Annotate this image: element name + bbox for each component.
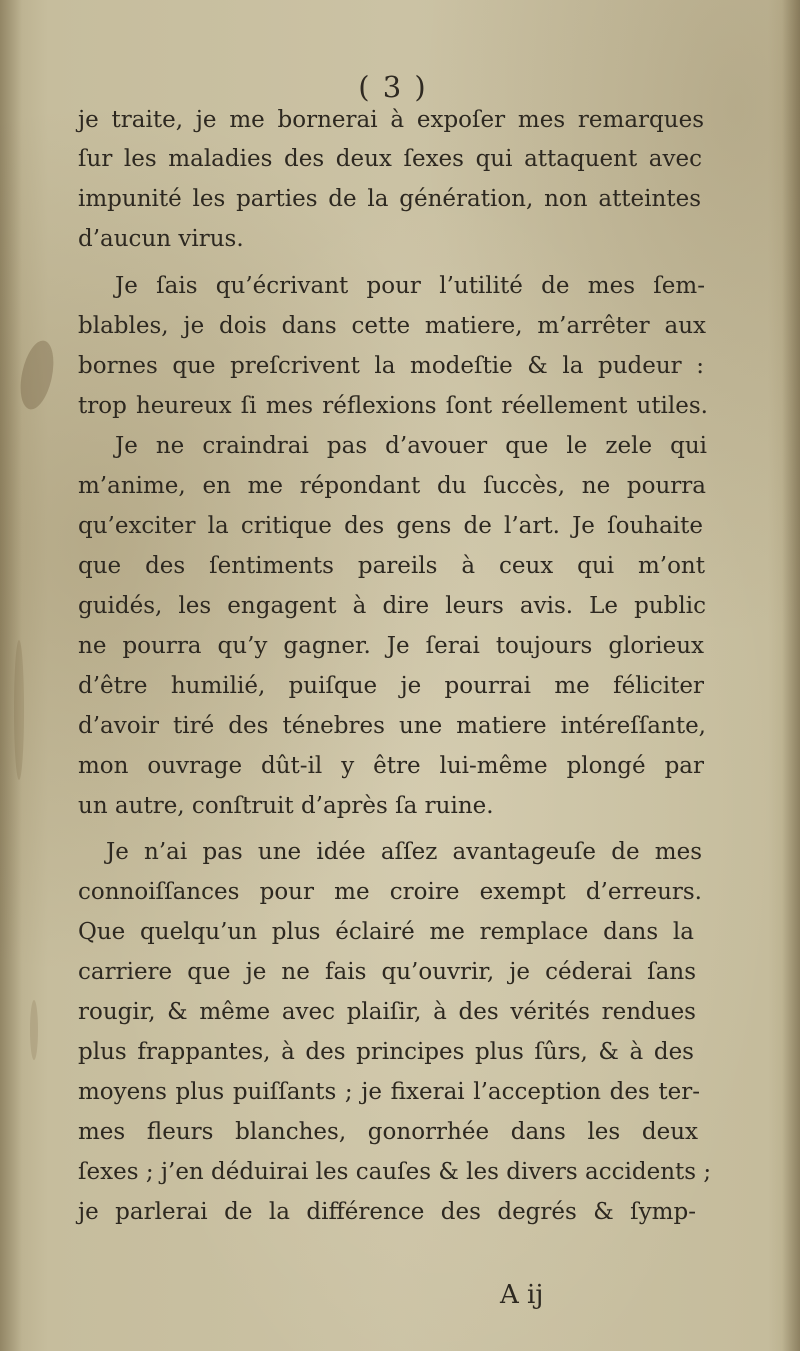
- text-line: ſur les maladies des deux ſexes qui attaquent avec: [78, 146, 702, 172]
- text-line: bornes que preſcrivent la modeſtie & la pudeur :: [78, 353, 704, 379]
- text-line: trop heureux ſi mes réflexions ſont réellement utiles.: [78, 393, 708, 419]
- text-line: plus frappantes, à des principes plus ſûrs, & à des: [78, 1039, 694, 1065]
- text-line: ſexes ; j’en déduirai les cauſes & les divers accidents ;: [78, 1159, 712, 1185]
- page-number: ( 3 ): [358, 70, 428, 104]
- text-line: rougir, & même avec plaiſir, à des vérités rendues: [78, 999, 696, 1025]
- text-line: carriere que je ne fais qu’ouvrir, je céderai ſans: [78, 959, 696, 985]
- text-line: que des ſentiments pareils à ceux qui m’ont: [78, 553, 705, 579]
- text-line: mon ouvrage dût-il y être lui-même plongé par: [78, 753, 704, 779]
- paper-stain: [14, 640, 24, 780]
- text-line: un autre, conſtruit d’après ſa ruine.: [78, 793, 494, 819]
- page-edge-shadow-right: [782, 0, 800, 1351]
- text-line: moyens plus puiſſants ; je fixerai l’acception des ter-: [78, 1079, 700, 1105]
- text-line: je parlerai de la différence des degrés & ſymp-: [78, 1199, 696, 1225]
- paper-stain: [30, 1000, 38, 1060]
- text-line: ne pourra qu’y gagner. Je ſerai toujours glorieux: [78, 633, 704, 659]
- text-line: m’anime, en me répondant du ſuccès, ne pourra: [78, 473, 706, 499]
- text-line: Je ſais qu’écrivant pour l’utilité de mes ſem-: [115, 273, 705, 299]
- text-line: d’avoir tiré des ténebres une matiere intéreſſante,: [78, 713, 706, 739]
- text-line: mes fleurs blanches, gonorrhée dans les deux: [78, 1119, 698, 1145]
- signature-mark: A ij: [500, 1280, 544, 1310]
- text-line: Que quelqu’un plus éclairé me remplace dans la: [78, 919, 694, 945]
- text-line: guidés, les engagent à dire leurs avis. Le public: [78, 593, 706, 619]
- text-line: d’être humilié, puiſque je pourrai me féliciter: [78, 673, 704, 699]
- text-line: Je ne craindrai pas d’avouer que le zele qui: [115, 433, 707, 459]
- text-line: qu’exciter la critique des gens de l’art. Je ſouhaite: [78, 513, 703, 539]
- text-line: connoiſſances pour me croire exempt d’erreurs.: [78, 879, 702, 905]
- text-line: je traite, je me bornerai à expoſer mes remarques: [78, 107, 704, 133]
- text-line: d’aucun virus.: [78, 226, 244, 252]
- text-line: impunité les parties de la génération, non atteintes: [78, 186, 701, 212]
- text-line: blables, je dois dans cette matiere, m’arrêter aux: [78, 313, 706, 339]
- text-line: Je n’ai pas une idée aſſez avantageuſe de mes: [106, 839, 702, 865]
